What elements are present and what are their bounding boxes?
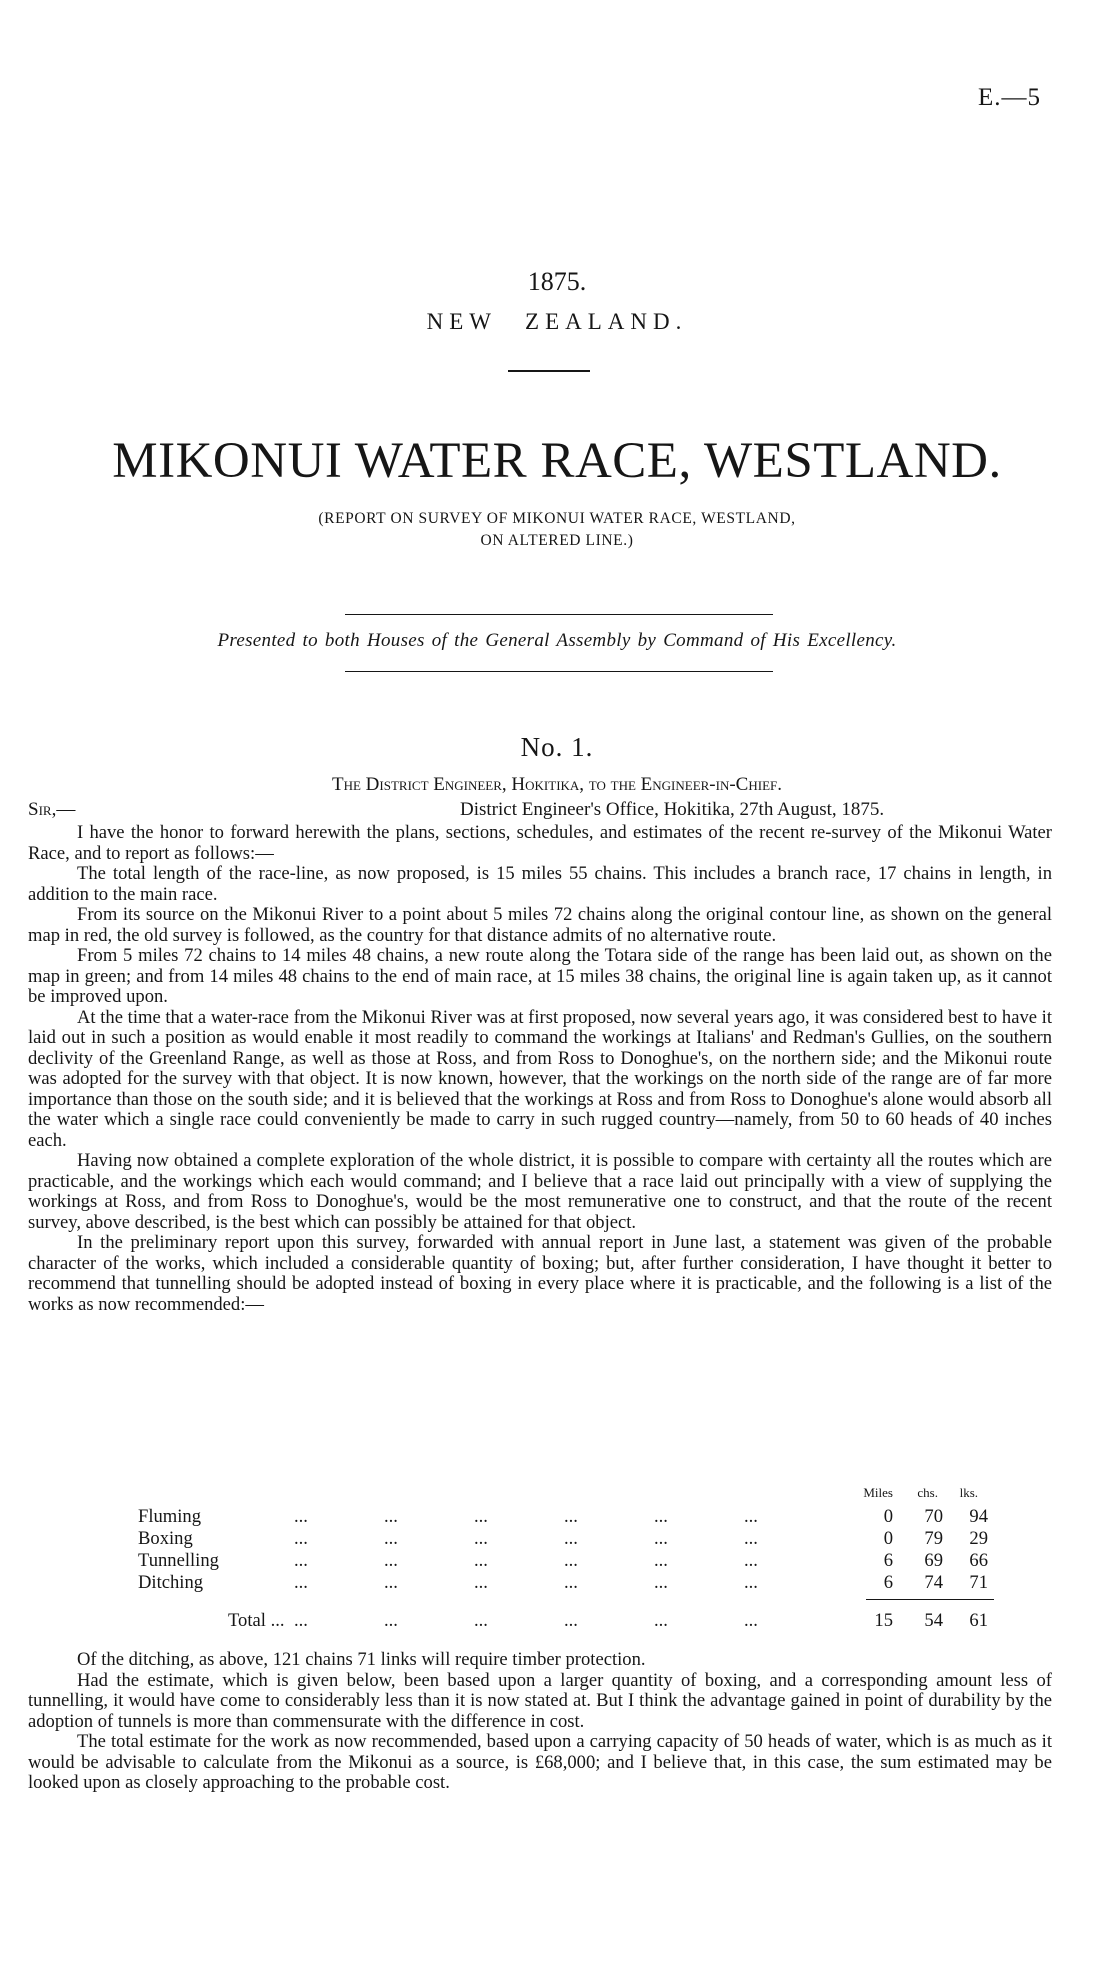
miles-value: 0 <box>883 1506 893 1527</box>
table-row <box>28 1572 1028 1594</box>
letter-body <box>28 823 1052 1315</box>
page-title: MIKONUI WATER RACE, WESTLAND. <box>112 433 1002 489</box>
col-header-links: lks. <box>959 1485 978 1500</box>
paragraph: The total length of the race-line, as now proposed, is 15 miles 55 chains. This includes a branch race, 17 chains in length, in addition to the main race. <box>28 863 1052 905</box>
miles-value: 6 <box>883 1550 893 1571</box>
paragraph: Having now obtained a complete exploration of the whole district, it is possible to compare with certainty all the routes which are practicable, and the workings which each would command; and I believe that a race laid out principally with a view of supplying the workings at Ross, and from Ross to Donoghue's, would be the most remunerative one to construct, and that the route of the recent survey, above described, is the best which can possibly be attained for that object. <box>28 1150 1052 1233</box>
miles-value: 6 <box>883 1572 893 1593</box>
table-row <box>28 1506 1028 1528</box>
dot-leaders: ... ... ... ... ... ... <box>294 1506 758 1527</box>
links-value: 94 <box>969 1506 988 1527</box>
salutation: Sir,— <box>28 799 76 820</box>
col-header-miles: Miles <box>863 1485 893 1500</box>
dot-leaders: ... ... ... ... ... ... <box>294 1572 758 1593</box>
subtitle-line-1: (REPORT ON SURVEY OF MIKONUI WATER RACE, WESTLAND, <box>318 510 796 527</box>
letter-number: No. 1. <box>520 732 594 762</box>
subtitle <box>0 508 1114 552</box>
table-row <box>28 1528 1028 1550</box>
table-row-total <box>28 1610 1028 1632</box>
chains-value: 70 <box>924 1506 943 1527</box>
office-date: District Engineer's Office, Hokitika, 27th August, 1875. <box>460 799 885 820</box>
col-header-chains: chs. <box>917 1485 938 1500</box>
country-heading <box>0 309 1114 335</box>
page-reference: E.—5 <box>977 84 1041 111</box>
work-name: Tunnelling <box>138 1550 219 1571</box>
dot-leaders: ... ... ... ... ... ... <box>294 1528 758 1549</box>
divider-bottom <box>345 671 773 672</box>
paragraph: In the preliminary report upon this survey, forwarded with annual report in June last, a statement was given of the probable character of the works, which included a considerable quantity of boxing; but, after further consideration, I have thought it better to recommend that tunnelling should be adopted instead of boxing in every place where it is practicable, and the following is a list of the works as now recommended:— <box>28 1232 1052 1315</box>
total-miles: 15 <box>874 1610 893 1631</box>
table-row <box>28 1550 1028 1572</box>
subtitle-line-2: ON ALTERED LINE.) <box>480 532 634 549</box>
divider-short <box>508 370 590 372</box>
paragraph: At the time that a water-race from the Mikonui River was at first proposed, now several years ago, it was considered best to have it laid out in such a position as would enable it most readily to command the workings at Italians' and Redman's Gullies, on the southern declivity of the Greenland Range, as well as those at Ross, and from Ross to Donoghue's, on the northern side; and the Mikonui route was adopted for the survey with that object. It is now known, however, that the workings on the north side of the range are of far more importance than those on the south side; and it is believed that the workings at Ross and from Ross to Donoghue's alone would absorb all the water which a single race could conveniently be made to carry in such rugged country—namely, from 50 to 60 heads of 40 inches each. <box>28 1006 1052 1151</box>
dot-leaders: ... ... ... ... ... ... <box>294 1610 758 1631</box>
paragraph: Of the ditching, as above, 121 chains 71 links will require timber protection. <box>77 1649 646 1670</box>
work-name: Fluming <box>138 1506 202 1527</box>
paragraph: Had the estimate, which is given below, been based upon a larger quantity of boxing, and a corresponding amount less of tunnelling, it would have come to considerably less than it is now stated at. But I think the advantage gained in point of durability by the adoption of tunnels is more than commensurate with the difference in cost. <box>28 1669 1052 1732</box>
total-rule <box>866 1599 994 1600</box>
divider-top <box>345 614 773 615</box>
letter-from: The District Engineer, Hokitika, to the Engineer-in-Chief. <box>332 774 782 795</box>
total-label: Total ... <box>228 1610 285 1631</box>
chains-value: 79 <box>924 1528 943 1549</box>
letter-body-continued <box>28 1650 1052 1794</box>
paragraph: The total estimate for the work as now recommended, based upon a carrying capacity of 50 heads of water, which is as much as it would be advisable to calculate from the Mikonui as a source, is £68,000; and I believe that, in this case, the sum estimated may be looked upon as closely approaching to the probable cost. <box>28 1731 1052 1793</box>
total-chains: 54 <box>924 1610 943 1631</box>
total-links: 61 <box>969 1610 988 1631</box>
year: 1875. <box>527 267 587 296</box>
chains-value: 69 <box>924 1550 943 1571</box>
links-value: 71 <box>969 1572 988 1593</box>
links-value: 66 <box>969 1550 988 1571</box>
paragraph: I have the honor to forward herewith the plans, sections, schedules, and estimates of the recent re-survey of the Mikonui Water Race, and to report as follows:— <box>28 822 1052 864</box>
links-value: 29 <box>969 1528 988 1549</box>
country-word-2: ZEALAND. <box>525 309 688 334</box>
dot-leaders: ... ... ... ... ... ... <box>294 1550 758 1571</box>
miles-value: 0 <box>883 1528 893 1549</box>
work-name: Ditching <box>138 1572 204 1593</box>
presented-line: Presented to both Houses of the General Assembly by Command of His Excellency. <box>217 630 897 651</box>
paragraph: From 5 miles 72 chains to 14 miles 48 chains, a new route along the Totara side of the range has been laid out, as shown on the map in green; and from 14 miles 48 chains to the end of main race, at 15 miles 38 chains, the original line is again taken up, as it cannot be improved upon. <box>28 945 1052 1007</box>
country-word-1: NEW <box>426 309 498 334</box>
paragraph: From its source on the Mikonui River to a point about 5 miles 72 chains along the original contour line, as shown on the general map in red, the old survey is followed, as the country for that distance admits of no alternative route. <box>28 904 1052 946</box>
work-name: Boxing <box>138 1528 193 1549</box>
chains-value: 74 <box>924 1572 943 1593</box>
works-column-headers <box>858 1482 978 1504</box>
